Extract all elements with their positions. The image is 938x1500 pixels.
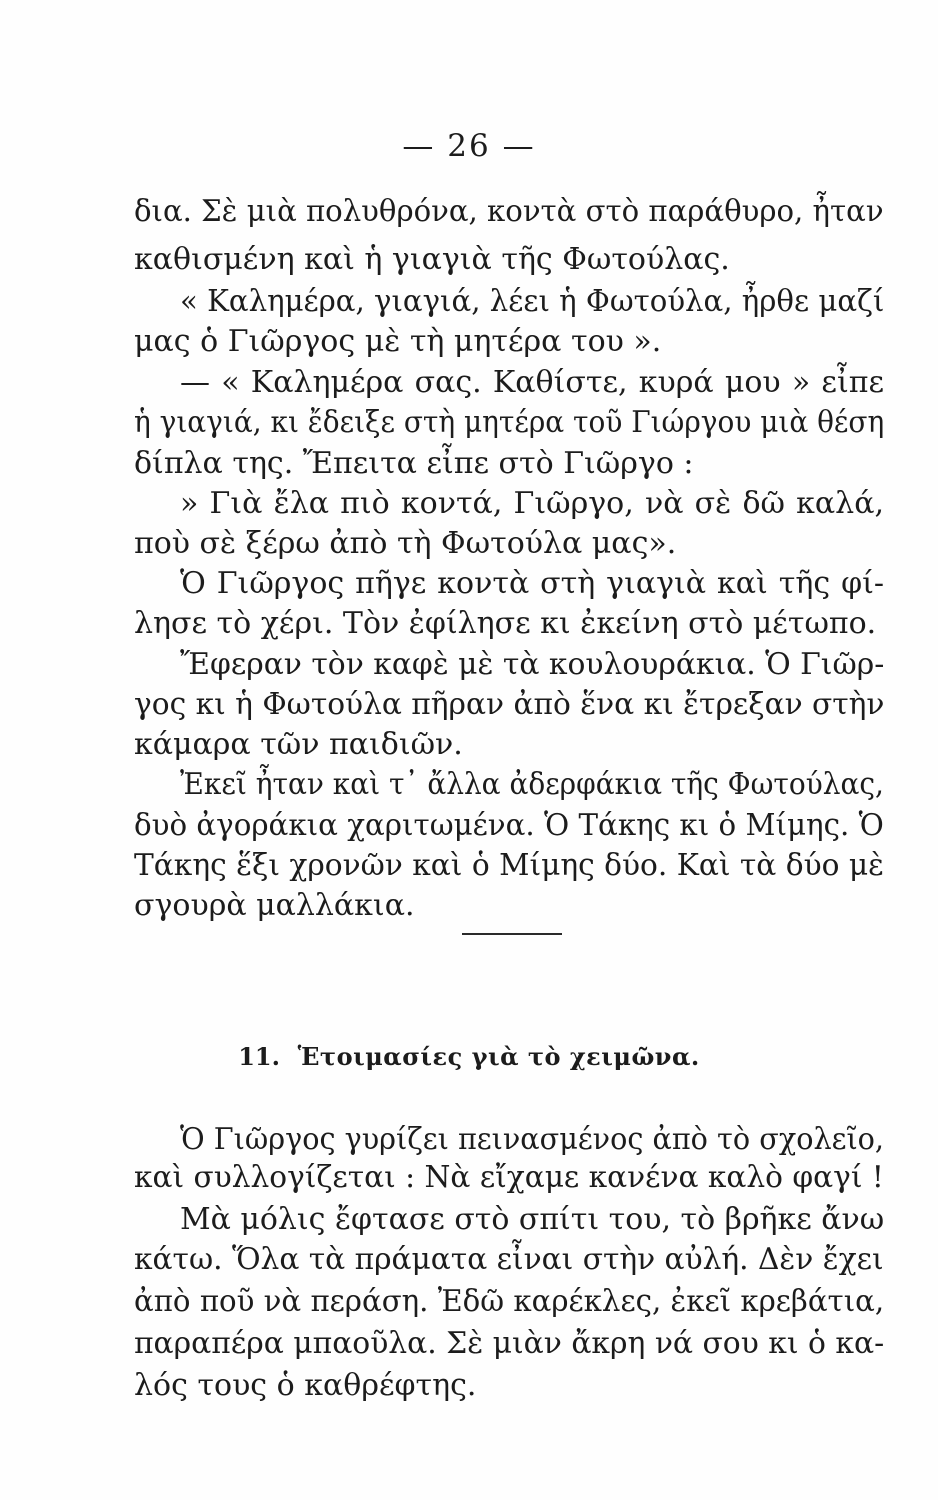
text-line: κάτω. Ὅλα τὰ πράματα εἶναι στὴν αὐλή. Δὲν ἔχει: [134, 1242, 884, 1277]
text-line: γος κι ἡ Φωτούλα πῆραν ἀπὸ ἕνα κι ἔτρεξαν στὴν: [134, 687, 885, 722]
text-line: ἡ γιαγιά, κι ἔδειξε στὴ μητέρα τοῦ Γιώργου μιὰ θέση: [134, 405, 885, 440]
text-line: λησε τὸ χέρι. Τὸν ἐφίλησε κι ἐκείνη στὸ μέτωπο.: [134, 606, 877, 641]
text-line: δυὸ ἀγοράκια χαριτωμένα. Ὁ Τάκης κι ὁ Μίμης. Ὁ: [134, 808, 884, 843]
text-line: καθισμένη καὶ ἡ γιαγιὰ τῆς Φωτούλας.: [134, 242, 730, 277]
text-line: Τάκης ἕξι χρονῶν καὶ ὁ Μίμης δύο. Καὶ τὰ δύο μὲ: [134, 848, 885, 883]
text-line: καὶ συλλογίζεται : Νὰ εἴχαμε κανένα καλὸ φαγί !: [134, 1160, 884, 1195]
text-line: σγουρὰ μαλλάκια.: [134, 888, 415, 923]
text-line: Ὁ Γιῶργος πῆγε κοντὰ στὴ γιαγιὰ καὶ τῆς φί-: [180, 566, 884, 601]
text-line: Ἔφεραν τὸν καφὲ μὲ τὰ κουλουράκια. Ὁ Γιῶρ-: [180, 647, 885, 682]
text-line: « Καλημέρα, γιαγιά, λέει ἡ Φωτούλα, ἦρθε μαζί: [180, 284, 885, 319]
section-heading: [0, 1040, 938, 1074]
text-line: δια. Σὲ μιὰ πολυθρόνα, κοντὰ στὸ παράθυρο, ἦταν: [134, 194, 884, 229]
text-line: Μὰ μόλις ἔφτασε στὸ σπίτι του, τὸ βρῆκε ἄνω: [180, 1202, 885, 1237]
section-title: Ἑτοιμασίες γιὰ τὸ χειμῶνα.: [297, 1042, 700, 1071]
text-line: » Γιὰ ἔλα πιὸ κοντά, Γιῶργο, νὰ σὲ δῶ καλά,: [180, 486, 884, 521]
text-line: κάμαρα τῶν παιδιῶν.: [134, 727, 463, 762]
text-line: λός τους ὁ καθρέφτης.: [134, 1368, 477, 1403]
text-line: παραπέρα μπαοῦλα. Σὲ μιὰν ἄκρη νά σου κι ὁ κα-: [134, 1326, 885, 1361]
text-line: δίπλα της. Ἔπειτα εἶπε στὸ Γιῶργο :: [134, 446, 694, 481]
text-line: μας ὁ Γιῶργος μὲ τὴ μητέρα του ».: [134, 324, 662, 359]
text-line: Ὁ Γιῶργος γυρίζει πεινασμένος ἀπὸ τὸ σχολεῖο,: [180, 1122, 885, 1157]
text-line: ποὺ σὲ ξέρω ἀπὸ τὴ Φωτούλα μας».: [134, 526, 677, 561]
text-line: Ἐκεῖ ἦταν καὶ τ᾽ ἄλλα ἀδερφάκια τῆς Φωτούλας,: [180, 767, 884, 802]
page-number: — 26 —: [402, 128, 536, 164]
section-divider: [462, 933, 562, 935]
text-line: — « Καλημέρα σας. Καθίστε, κυρά μου » εἶπε: [180, 365, 884, 400]
text-line: ἀπὸ ποῦ νὰ περάση. Ἐδῶ καρέκλες, ἐκεῖ κρεβάτια,: [134, 1284, 885, 1319]
section-number: 11.: [238, 1042, 280, 1071]
